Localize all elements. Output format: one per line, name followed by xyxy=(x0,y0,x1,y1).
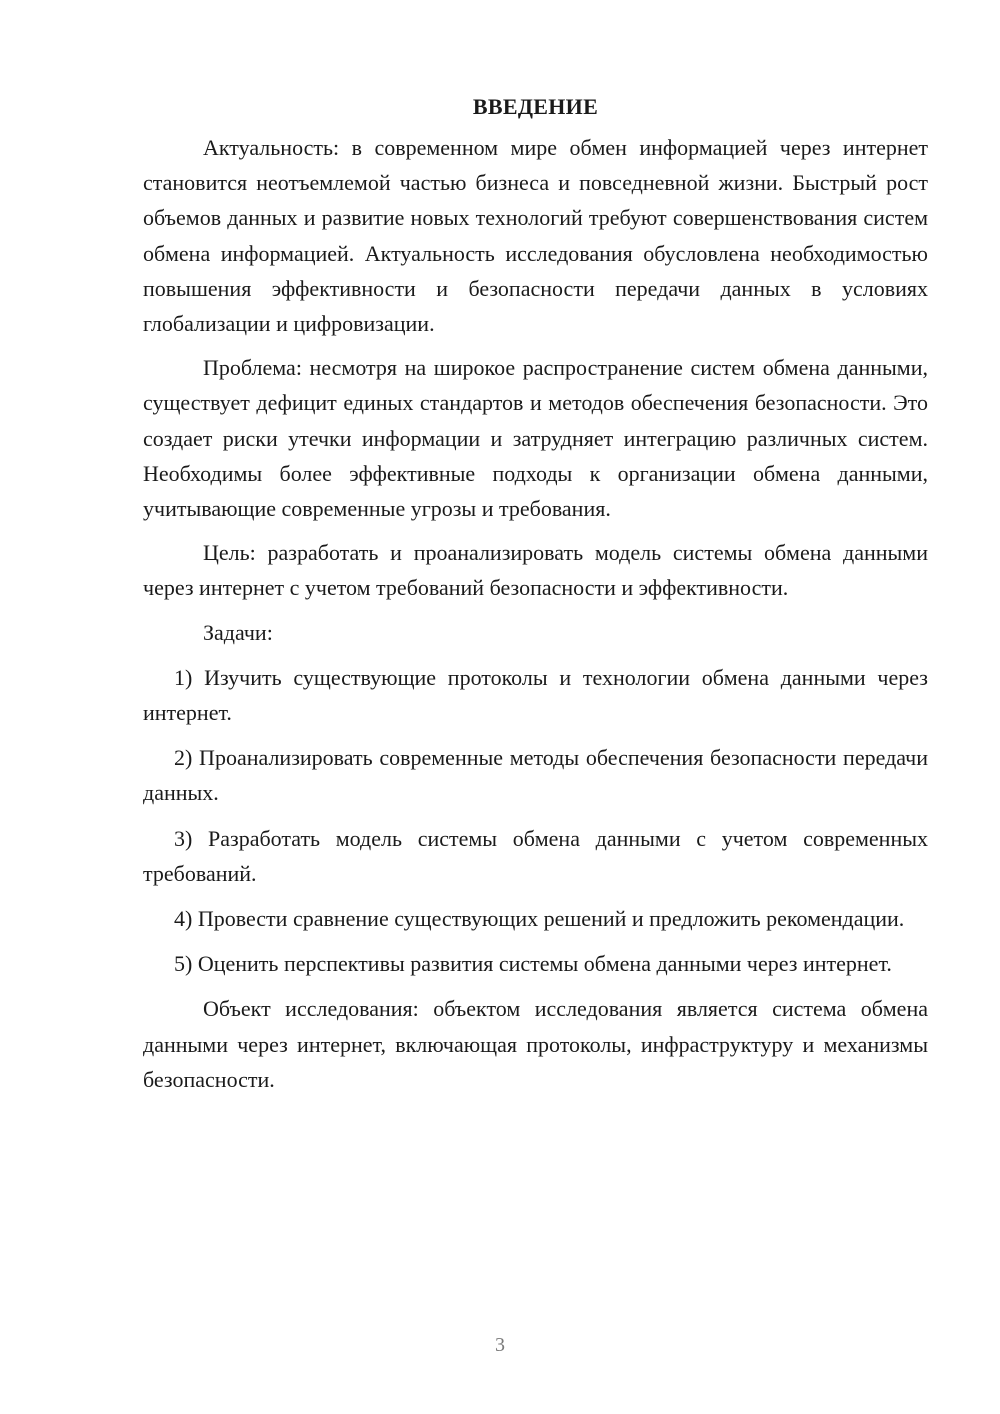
goal-paragraph: Цель: разработать и проанализировать модель системы обмена данными через интернет с учетом требований безопасности и эффективности. xyxy=(143,540,928,601)
section-title: ВВЕДЕНИЕ xyxy=(472,94,599,119)
document-page xyxy=(143,92,928,1106)
task-item: 1) Изучить существующие протоколы и технологии обмена данными через интернет. xyxy=(143,664,928,726)
problem-paragraph: Проблема: несмотря на широкое распространение систем обмена данными, существует дефицит единых стандартов и методов обеспечения безопасности. Это создает риски утечки информации и затрудняет интеграцию различных систем. Необходимы более эффективные подходы к организации обмена данными, учитывающие современные угрозы и требования. xyxy=(143,355,928,522)
object-paragraph: Объект исследования: объектом исследования является система обмена данными через интернет, включающая протоколы, инфраструктуру и механизмы безопасности. xyxy=(143,996,928,1092)
task-item: 3) Разработать модель системы обмена данными с учетом современных требований. xyxy=(143,825,928,886)
task-item: 4) Провести сравнение существующих решений и предложить рекомендации. xyxy=(174,906,905,932)
task-item: 2) Проанализировать современные методы обеспечения безопасности передачи данных. xyxy=(143,745,928,806)
relevance-paragraph: Актуальность: в современном мире обмен информацией через интернет становится неотъемлемой частью бизнеса и повседневной жизни. Быстрый рост объемов данных и развитие новых технологий требуют совершенствования систем обмена информацией. Актуальность исследования обусловлена необходимостью повышения эффективности и безопасности передачи данных в условиях глобализации и цифровизации. xyxy=(143,135,928,337)
tasks-heading: Задачи: xyxy=(203,619,273,645)
task-item: 5) Оценить перспективы развития системы обмена данными через интернет. xyxy=(174,951,892,977)
page-number: 3 xyxy=(495,1334,505,1356)
